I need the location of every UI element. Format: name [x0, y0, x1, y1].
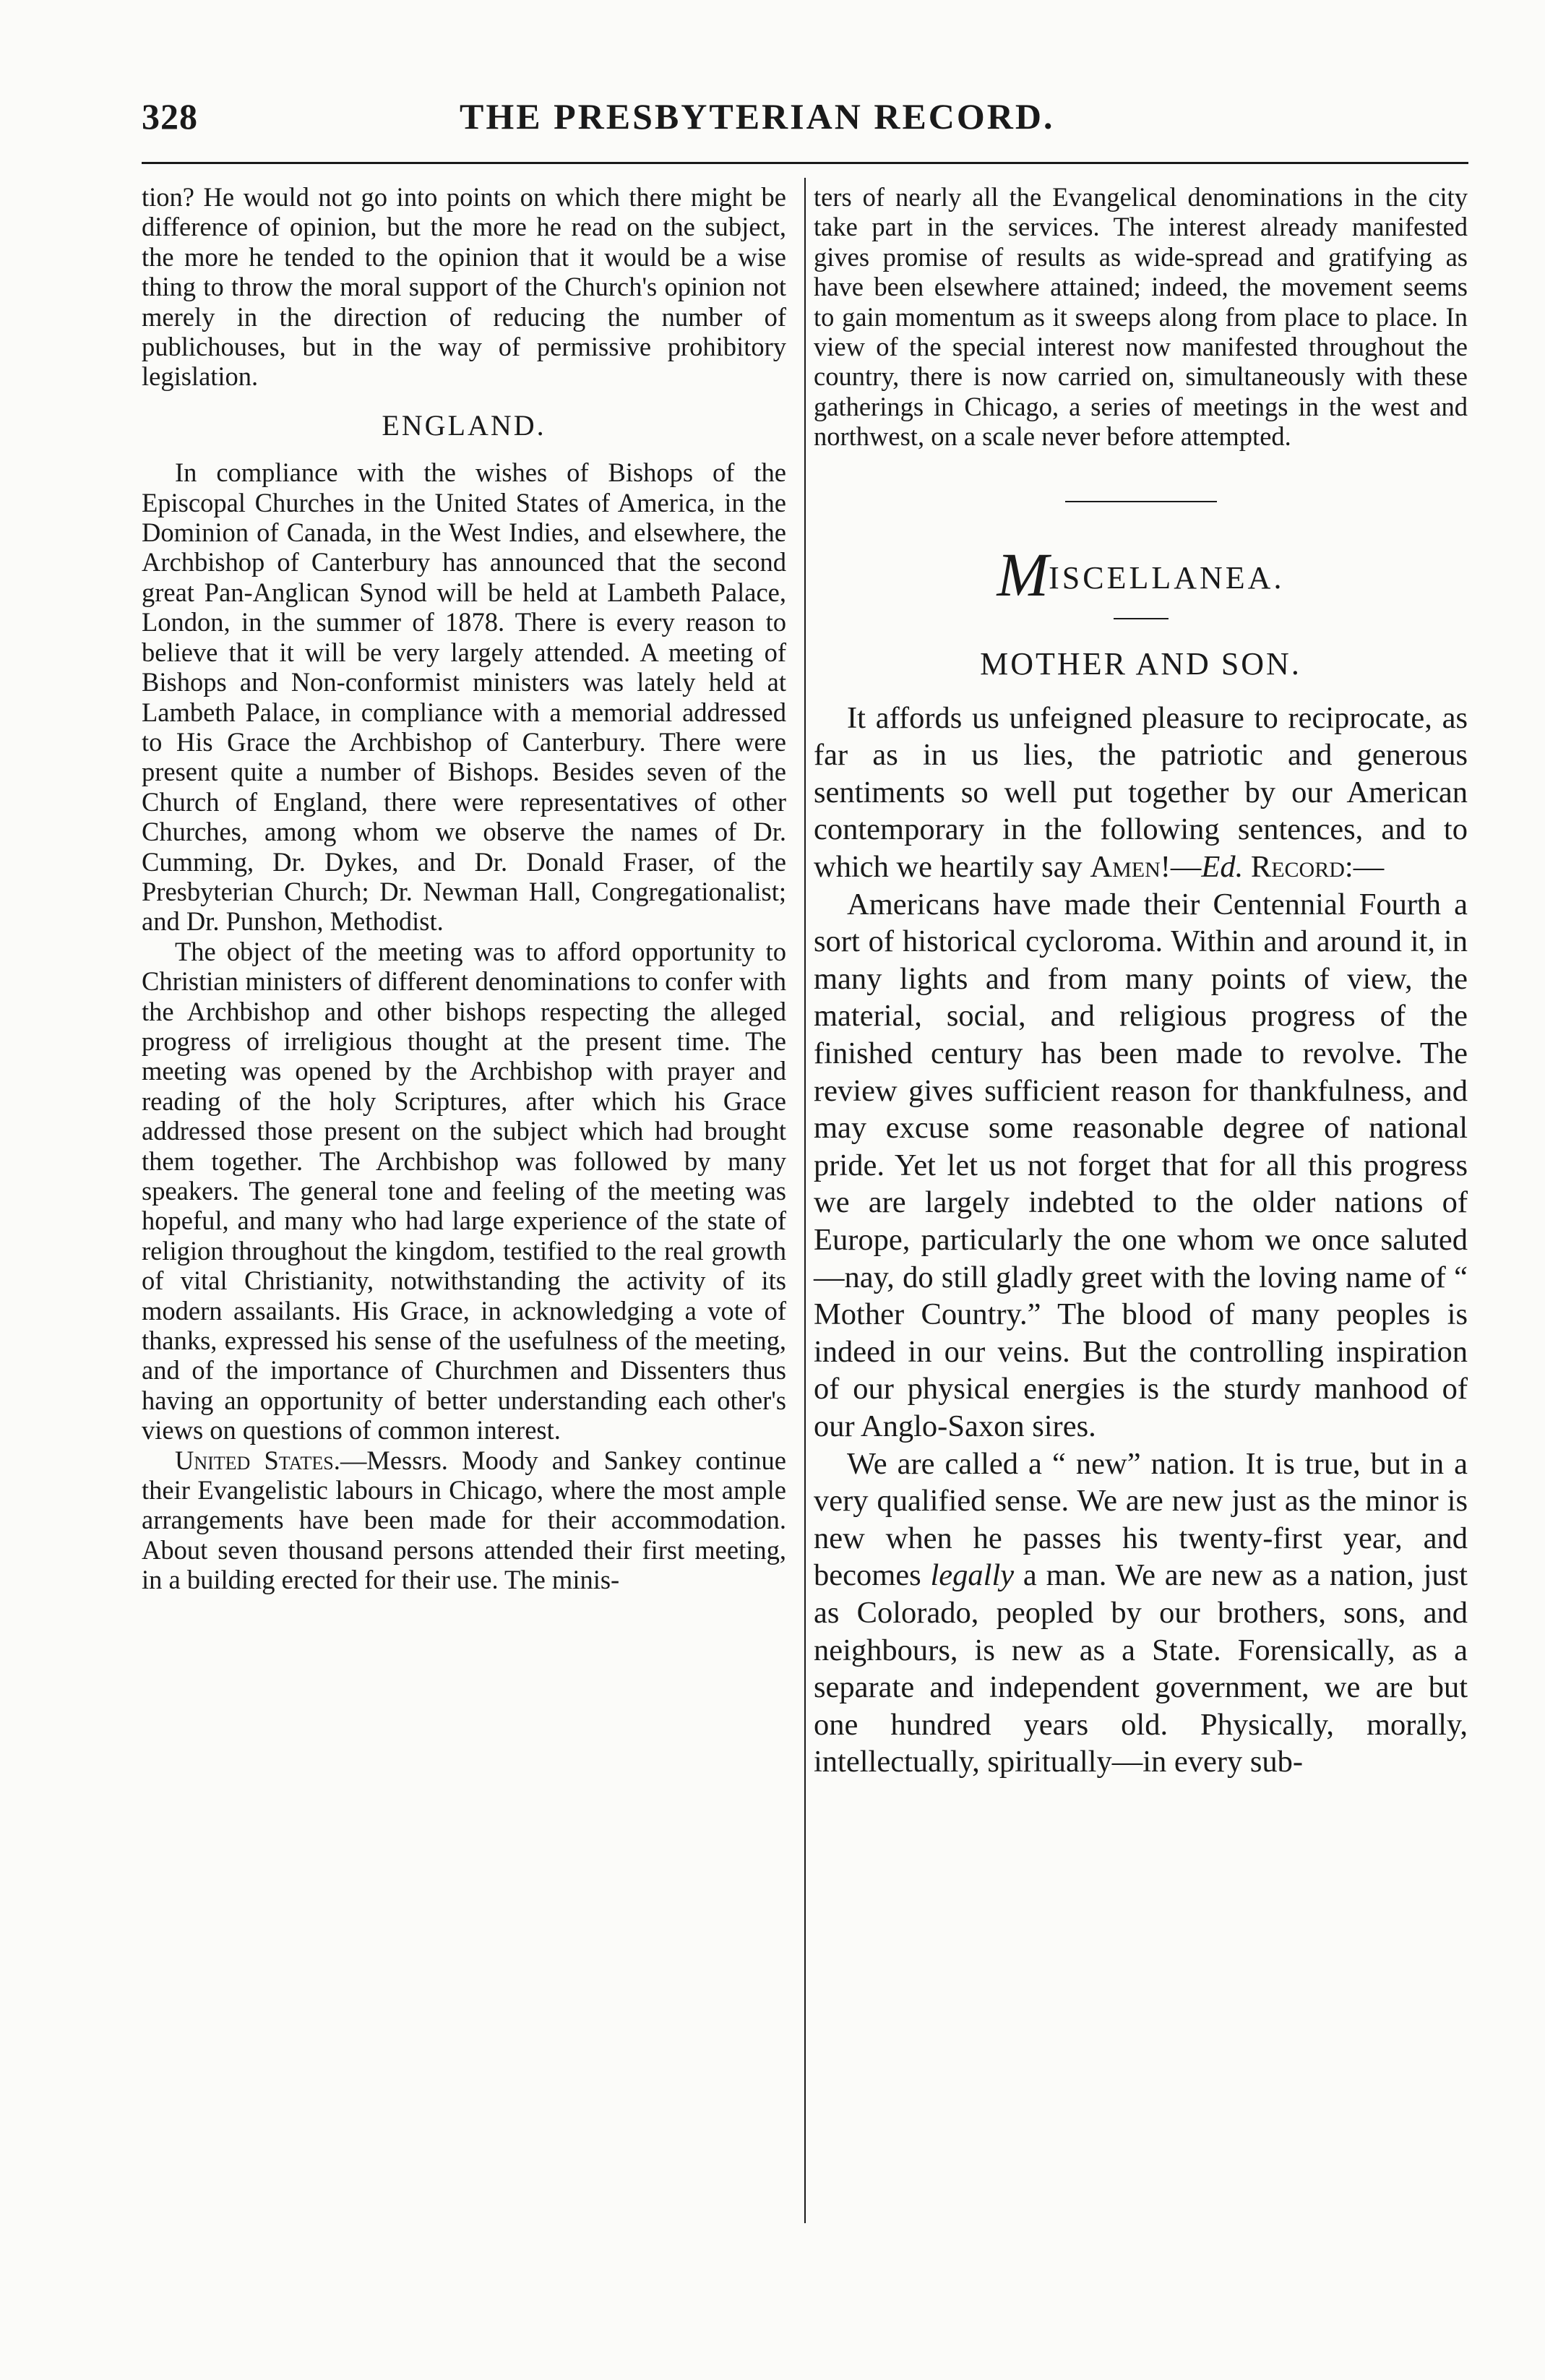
legally-emphasis: legally	[930, 1558, 1015, 1593]
article-title: MOTHER AND SON.	[980, 645, 1301, 682]
header-rule	[142, 162, 1468, 164]
right-column	[814, 182, 1468, 1781]
paragraph-centennial: Americans have made their Centennial Fourth a sort of historical cycloroma. Within and around it, in many lights and from many points of view, the material, social, and religious progress of the finished century has been made to revolve. The review gives sufficient reason for thankfulness, and may excuse some reasonable degree of national pride. Yet let us not forget that for all this progress we are largely indebted to the older nations of Europe, particularly the one whom we once saluted—nay, do still gladly greet with the loving name of “ Mother Country.” The blood of many peoples is indeed in our veins. But the controlling inspiration of our physical energies is the sturdy manhood of our Anglo-Saxon sires.	[814, 887, 1468, 1443]
paragraph-pan-anglican-synod: In compliance with the wishes of Bishops of the Episcopal Churches in the United States of America, in the Dominion of Canada, in the West Indies, and elsewhere, the Archbishop of Canterbury has announced that the second great Pan-Anglican Synod will be held at Lambeth Palace, London, in the summer of 1878. There is every reason to believe that it will be very largely attended. A meeting of Bishops and Non-conformist ministers was lately held at Lambeth Palace, in compliance with a memorial addressed to His Grace the Archbishop of Canterbury. There were present quite a number of Bishops. Besides seven of the Church of England, there were representatives of other Churches, among whom we observe the names of Dr. Cumming, Dr. Dykes, and Dr. Donald Fraser, of the Presbyterian Church; Dr. Newman Hall, Congregationalist; and Dr. Punshon, Methodist.	[142, 457, 786, 937]
paragraph-intro	[814, 700, 1468, 886]
editor-mark: Ed.	[1201, 850, 1244, 885]
paragraph-united-states	[142, 1445, 786, 1595]
miscellanea-initial: M	[997, 539, 1049, 609]
paragraph-temperance-continued: tion? He would not go into points on which there might be difference of opinion, but the more he read on the subject, the more he tended to the opinion that it would be a wise thing to throw the moral support of the Church's opinion not merely in the direction of reducing the number of publichouses, but in the way of permissive prohibitory legislation.	[142, 182, 786, 392]
heading-england: ENGLAND.	[382, 408, 546, 442]
paragraph-new-nation	[814, 1445, 1468, 1781]
record-punct: :—	[1344, 850, 1385, 885]
miscellanea-heading	[814, 538, 1468, 611]
heading-rule	[1114, 618, 1169, 619]
united-states-label: United States.	[175, 1445, 340, 1475]
new-nation-text-b: a man. We are new as a nation, just as Colorado, peopled by our brothers, sons, and neighbours, is new as a State. Forensically, as a separate and independent government, we are but one hundred years old. Physically, morally, intellectually, spiritually—in every sub-	[814, 1558, 1468, 1779]
running-title: THE PRESBYTERIAN RECORD.	[460, 96, 1055, 137]
new-nation-text-a: We are called a “ new” nation. It is true, but in a very qualified sense. We are new just as the minor is new when he passes his twenty-first year, and becomes	[814, 1446, 1468, 1593]
united-states-text: —Messrs. Moody and Sankey continue their Evangelistic labours in Chicago, where the most ample arrangements have been made for their accommodation. About seven thousand persons attended their first meeting, in a building erected for their use. The minis-	[142, 1445, 786, 1595]
amen-text: Amen	[1090, 850, 1161, 885]
page-number: 328	[142, 96, 198, 137]
miscellanea-rest: ISCELLANEA.	[1049, 559, 1285, 596]
page-header	[142, 95, 1468, 153]
column-divider	[804, 178, 806, 2223]
section-rule	[1065, 501, 1217, 502]
record-label: Record	[1250, 850, 1345, 885]
intro-text: It affords us unfeigned pleasure to reciprocate, as far as in us lies, the patriotic and generous sentiments so well put together by our American contemporary in the following sentences, and to which we heartily say	[814, 700, 1468, 885]
left-column	[142, 182, 786, 1595]
paragraph-meeting-object: The object of the meeting was to afford opportunity to Christian ministers of different denominations to confer with the Archbishop and other bishops respecting the alleged progress of irreligious thought at the present time. The meeting was opened by the Archbishop with prayer and reading of the holy Scriptures, after which his Grace addressed those present on the subject which had brought them together. The Archbishop was followed by many speakers. The general tone and feeling of the meeting was hopeful, and many who had large experience of the state of religion throughout the kingdom, testified to the real growth of vital Christianity, notwithstanding the activity of its modern assailants. His Grace, in acknowledging a vote of thanks, expressed his sense of the usefulness of the meeting, and of the importance of Churchmen and Dissenters thus having an opportunity of better understanding each other's views on questions of common interest.	[142, 936, 786, 1445]
paragraph-evangelical-meetings: ters of nearly all the Evangelical denominations in the city take part in the services. The interest already manifested gives promise of results as wide-spread and gratifying as have been elsewhere attained; indeed, the movement seems to gain momentum as it sweeps along from place to place. In view of the special interest now manifested throughout the country, there is now carried on, simultaneously with these gatherings in Chicago, a series of meetings in the west and northwest, on a scale never before attempted.	[814, 182, 1468, 452]
amen-punct: !—	[1160, 850, 1202, 885]
